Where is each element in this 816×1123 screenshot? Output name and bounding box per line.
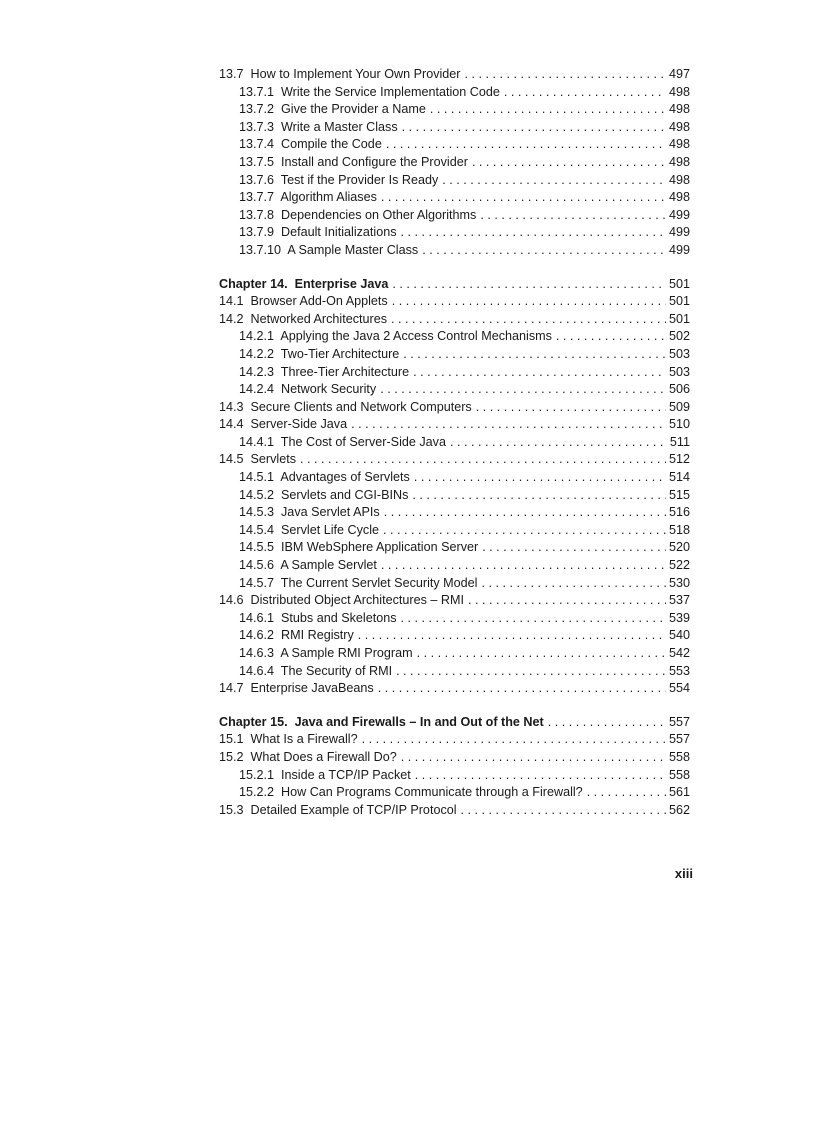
toc-entry-title: 14.4 Server-Side Java <box>219 417 348 432</box>
page-number: xiii <box>674 866 693 881</box>
toc-dot-leader <box>504 84 666 102</box>
toc-entry[interactable] <box>219 381 690 399</box>
toc-entry[interactable] <box>219 731 690 749</box>
toc-dot-leader <box>392 293 666 311</box>
toc-page-number: 516 <box>668 505 690 520</box>
toc-entry[interactable] <box>219 154 690 172</box>
toc-entry-title: 14.5.5 IBM WebSphere Application Server <box>239 540 479 555</box>
toc-entry[interactable] <box>219 610 690 628</box>
toc-dot-leader <box>468 592 666 610</box>
toc-dot-leader <box>402 119 666 137</box>
toc-entry[interactable] <box>219 84 690 102</box>
toc-dot-leader <box>300 451 666 469</box>
toc-dot-leader <box>391 311 666 329</box>
toc-chapter-entry[interactable] <box>219 276 690 294</box>
toc-entry-title: 13.7.10 A Sample Master Class <box>239 242 419 257</box>
toc-entry-title: 15.2 What Does a Firewall Do? <box>219 749 397 764</box>
toc-dot-leader <box>556 328 666 346</box>
toc-entry-title: 14.6.2 RMI Registry <box>239 628 354 643</box>
toc-entry[interactable] <box>219 189 690 207</box>
toc-entry[interactable] <box>219 416 690 434</box>
toc-entry[interactable] <box>219 399 690 417</box>
toc-entry-title: 14.2.3 Three-Tier Architecture <box>239 364 410 379</box>
toc-entry-title: 13.7.1 Write the Service Implementation Code <box>239 84 500 99</box>
toc-page-number: 506 <box>668 382 690 397</box>
toc-entry-title: 13.7 How to Implement Your Own Provider <box>219 67 461 81</box>
toc-dot-leader <box>358 627 666 645</box>
toc-dot-leader <box>362 731 666 749</box>
toc-page-number: 499 <box>668 207 690 222</box>
toc-entry[interactable] <box>219 663 690 681</box>
toc-page-number: 501 <box>668 294 690 309</box>
toc-entry[interactable] <box>219 539 690 557</box>
toc-page-number: 515 <box>668 487 690 502</box>
toc-entry[interactable] <box>219 293 690 311</box>
toc-entry-title: 14.2 Networked Architectures <box>219 311 387 326</box>
toc-dot-leader <box>465 66 666 84</box>
toc-page-number: 558 <box>668 749 690 764</box>
toc-page-number: 537 <box>668 593 690 608</box>
toc-page-number: 498 <box>668 102 690 117</box>
toc-entry-title: 14.5.7 The Current Servlet Security Model <box>239 575 478 590</box>
toc-entry[interactable] <box>219 346 690 364</box>
toc-entry[interactable] <box>219 242 690 260</box>
toc-entry-title: 15.2.2 How Can Programs Communicate through a Firewall? <box>239 785 583 800</box>
toc-entry[interactable] <box>219 522 690 540</box>
toc-page-number: 501 <box>668 276 690 291</box>
toc-entry-title: 14.1 Browser Add-On Applets <box>219 294 388 309</box>
toc-entry[interactable] <box>219 557 690 575</box>
toc-dot-leader <box>476 399 666 417</box>
toc-entry[interactable] <box>219 767 690 785</box>
toc-page-number: 510 <box>668 417 690 432</box>
toc-dot-leader <box>381 189 666 207</box>
toc-page-number: 498 <box>668 172 690 187</box>
toc-dot-leader <box>481 575 666 593</box>
toc-page-number: 520 <box>668 540 690 555</box>
toc-entry[interactable] <box>219 802 690 820</box>
toc-page-number: 499 <box>668 242 690 257</box>
toc-entry-title: Chapter 14. Enterprise Java <box>219 276 389 291</box>
toc-entry[interactable] <box>219 311 690 329</box>
toc-dot-leader <box>401 610 666 628</box>
toc-page-number: 557 <box>668 714 690 729</box>
toc-entry[interactable] <box>219 469 690 487</box>
toc-dot-leader <box>381 557 666 575</box>
toc-dot-leader <box>392 276 666 294</box>
toc-dot-leader <box>422 242 666 260</box>
toc-entry-title: 14.6 Distributed Object Architectures – RMI <box>219 593 464 608</box>
toc-entry-title: 14.6.1 Stubs and Skeletons <box>239 610 397 625</box>
toc-entry[interactable] <box>219 645 690 663</box>
toc-dot-leader <box>383 522 666 540</box>
toc-dot-leader <box>413 364 666 382</box>
toc-page-number: 498 <box>668 119 690 134</box>
toc-entry[interactable] <box>219 136 690 154</box>
toc-entry[interactable] <box>219 592 690 610</box>
toc-dot-leader <box>396 663 666 681</box>
toc-entry-title: 14.2.1 Applying the Java 2 Access Control Mechanisms <box>239 329 552 344</box>
toc-entry-title: 15.2.1 Inside a TCP/IP Packet <box>239 767 411 782</box>
toc-entry-title: 13.7.3 Write a Master Class <box>239 119 398 134</box>
toc-page-number: 562 <box>668 802 690 817</box>
toc-entry[interactable] <box>219 749 690 767</box>
toc-dot-leader <box>380 381 666 399</box>
toc-entry[interactable] <box>219 680 690 698</box>
toc-dot-leader <box>480 207 666 225</box>
toc-dot-leader <box>417 645 666 663</box>
toc-entry-title: 13.7.4 Compile the Code <box>239 137 382 152</box>
toc-dot-leader <box>414 469 666 487</box>
toc-entry-title: 14.2.2 Two-Tier Architecture <box>239 346 400 361</box>
toc-page-number: 557 <box>668 732 690 747</box>
toc-entry-title: 15.3 Detailed Example of TCP/IP Protocol <box>219 802 457 817</box>
toc-page-number: 518 <box>668 522 690 537</box>
toc-dot-leader <box>378 680 666 698</box>
toc-page-number: 497 <box>668 67 690 81</box>
toc-entry-title: 13.7.7 Algorithm Aliases <box>239 190 377 205</box>
toc-dot-leader <box>351 416 666 434</box>
toc-entry-title: 13.7.9 Default Initializations <box>239 225 397 240</box>
toc-entry-title: 14.5.4 Servlet Life Cycle <box>239 522 380 537</box>
toc-entry[interactable] <box>219 364 690 382</box>
table-of-contents <box>219 66 690 819</box>
toc-entry-title: Chapter 15. Java and Firewalls – In and Out of the Net <box>219 714 544 729</box>
toc-page-number: 542 <box>668 646 690 660</box>
toc-entry-title: 13.7.2 Give the Provider a Name <box>239 102 426 117</box>
toc-page-number: 503 <box>668 346 690 361</box>
toc-dot-leader <box>403 346 666 364</box>
toc-entry[interactable] <box>219 207 690 225</box>
toc-dot-leader <box>401 224 666 242</box>
toc-page-number: 514 <box>668 470 690 485</box>
toc-page-number: 498 <box>668 154 690 169</box>
toc-page-number: 522 <box>668 558 690 573</box>
toc-dot-leader <box>442 172 666 190</box>
toc-entry[interactable] <box>219 451 690 469</box>
toc-entry-title: 14.4.1 The Cost of Server-Side Java <box>239 434 446 449</box>
toc-entry-title: 13.7.8 Dependencies on Other Algorithms <box>239 207 477 222</box>
toc-entry[interactable] <box>219 487 690 505</box>
toc-page-number: 498 <box>668 137 690 152</box>
toc-entry[interactable] <box>219 328 690 346</box>
toc-entry[interactable] <box>219 504 690 522</box>
toc-dot-leader <box>415 767 666 785</box>
toc-page-number: 512 <box>668 452 690 467</box>
toc-page-number: 498 <box>668 84 690 99</box>
toc-entry[interactable] <box>219 224 690 242</box>
toc-entry-title: 13.7.6 Test if the Provider Is Ready <box>239 172 439 187</box>
toc-page-number: 558 <box>668 767 690 782</box>
toc-page-number: 554 <box>668 681 690 696</box>
toc-entry-title: 14.5 Servlets <box>219 452 297 467</box>
toc-entry-title: 14.3 Secure Clients and Network Computers <box>219 399 472 414</box>
toc-page-number: 499 <box>668 225 690 240</box>
toc-page-number: 503 <box>668 364 690 379</box>
toc-entry[interactable] <box>219 172 690 190</box>
toc-dot-leader <box>472 154 666 172</box>
toc-page-number: 561 <box>668 785 690 800</box>
toc-dot-leader <box>548 714 666 732</box>
toc-entry-title: 14.5.2 Servlets and CGI-BINs <box>239 487 409 502</box>
toc-entry-title: 14.6.4 The Security of RMI <box>239 663 393 678</box>
toc-dot-leader <box>587 784 666 802</box>
toc-dot-leader <box>386 136 666 154</box>
toc-entry[interactable] <box>219 119 690 137</box>
toc-dot-leader <box>461 802 666 820</box>
toc-dot-leader <box>482 539 666 557</box>
toc-page-number: 553 <box>668 663 690 678</box>
toc-dot-leader <box>401 749 666 767</box>
toc-entry[interactable] <box>219 101 690 119</box>
toc-entry-title: 14.5.3 Java Servlet APIs <box>239 505 380 520</box>
toc-page-number: 540 <box>668 628 690 643</box>
toc-page-number: 502 <box>668 329 690 344</box>
toc-dot-leader <box>430 101 666 119</box>
toc-dot-leader <box>412 487 666 505</box>
toc-entry[interactable] <box>219 575 690 593</box>
toc-entry-title: 14.2.4 Network Security <box>239 382 377 397</box>
toc-entry-title: 13.7.5 Install and Configure the Provider <box>239 154 468 169</box>
toc-entry[interactable] <box>219 784 690 802</box>
toc-entry[interactable] <box>219 627 690 645</box>
toc-entry[interactable] <box>219 434 690 452</box>
toc-entry-title: 14.7 Enterprise JavaBeans <box>219 681 374 696</box>
toc-page-number: 498 <box>668 190 690 205</box>
toc-entry[interactable] <box>219 66 690 84</box>
toc-entry-title: 14.5.6 A Sample Servlet <box>239 558 377 573</box>
toc-entry-title: 14.6.3 A Sample RMI Program <box>239 646 413 660</box>
toc-page-number: 511 <box>669 434 690 449</box>
toc-chapter-entry[interactable] <box>219 714 690 732</box>
toc-page-number: 509 <box>668 399 690 414</box>
toc-page-number: 501 <box>668 311 690 326</box>
toc-dot-leader <box>450 434 667 452</box>
toc-dot-leader <box>384 504 666 522</box>
toc-page-number: 539 <box>668 610 690 625</box>
toc-entry-title: 15.1 What Is a Firewall? <box>219 732 358 747</box>
toc-entry-title: 14.5.1 Advantages of Servlets <box>239 470 410 485</box>
toc-page-number: 530 <box>668 575 690 590</box>
